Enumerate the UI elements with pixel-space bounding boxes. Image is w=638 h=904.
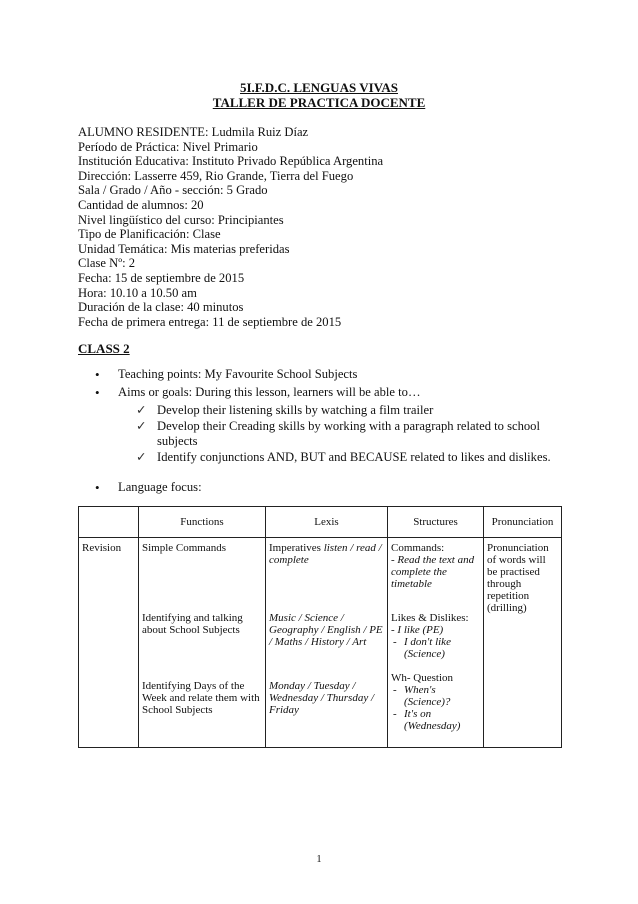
structures-cell: Commands: - Read the text and complete the timetable Likes & Dislikes: - I like (PE) - I don't like (Science) Wh- Question - When's (Science)? - It's on (Wednesday) — [388, 538, 484, 748]
table-header: Lexis — [266, 507, 388, 538]
bullet-icon: • — [95, 385, 100, 400]
checkmark-icon: ✓ — [136, 419, 147, 433]
functions-cell: Simple Commands Identifying and talking about School Subjects Identifying Days of the Week and relate them with School Subjects — [139, 538, 266, 748]
checkmark-icon: ✓ — [136, 450, 147, 464]
aim-item: ✓ Develop their listening skills by watching a film trailer — [136, 403, 434, 417]
info-line: Fecha de primera entrega: 11 de septiembre de 2015 — [78, 314, 342, 329]
aim-item: ✓ Develop their Creading skills by working with a paragraph related to school subjects — [136, 419, 540, 448]
header-workshop: TALLER DE PRACTICA DOCENTE — [212, 95, 426, 110]
row-label: Revision — [79, 538, 139, 748]
bullet-teaching-points: • Teaching points: My Favourite School Subjects — [95, 367, 358, 382]
info-line: Clase Nº: 2 — [78, 256, 136, 271]
checkmark-icon: ✓ — [136, 403, 147, 417]
table-header — [79, 507, 139, 538]
table-row — [79, 538, 562, 748]
table-header: Pronunciation — [484, 507, 562, 538]
lexis-cell: Imperatives listen / read / complete Music / Science / Geography / English / PE / Maths / History / Art Monday / Tuesday / Wednesday / Thursday / Friday — [266, 538, 388, 748]
student-info-block — [78, 125, 383, 329]
header-institution: 5I.F.D.C. LENGUAS VIVAS — [240, 80, 398, 95]
info-line: Dirección: Lasserre 459, Rio Grande, Tierra del Fuego — [78, 168, 354, 183]
info-line: Duración de la clase: 40 minutos — [78, 300, 244, 315]
class-title: CLASS 2 — [78, 341, 130, 356]
dash-marker: - — [393, 684, 397, 696]
dash-marker: - — [393, 708, 397, 720]
table-header: Structures — [388, 507, 484, 538]
info-line: Cantidad de alumnos: 20 — [78, 197, 204, 212]
bullet-icon: • — [95, 480, 100, 495]
info-line: Período de Práctica: Nivel Primario — [78, 139, 258, 154]
language-focus-table — [78, 506, 562, 748]
info-line: ALUMNO RESIDENTE: Ludmila Ruiz Díaz — [78, 125, 309, 139]
table-header-row — [79, 507, 562, 538]
pronunciation-cell: Pronunciation of words will be practised through repetition (drilling) — [484, 538, 562, 748]
info-line: Tipo de Planificación: Clase — [78, 227, 221, 242]
page-number: 1 — [316, 854, 322, 865]
aim-item: ✓ Identify conjunctions AND, BUT and BECAUSE related to likes and dislikes. — [136, 450, 551, 464]
bullet-language-focus: • Language focus: — [95, 480, 202, 495]
info-line: Institución Educativa: Instituto Privado República Argentina — [78, 154, 384, 169]
info-line: Hora: 10.10 a 10.50 am — [78, 285, 197, 300]
table-header: Functions — [139, 507, 266, 538]
info-line: Nivel lingüístico del curso: Principiantes — [78, 212, 284, 227]
info-line: Fecha: 15 de septiembre de 2015 — [78, 270, 245, 285]
dash-marker: - — [393, 636, 397, 648]
info-line: Sala / Grado / Año - sección: 5 Grado — [78, 183, 268, 198]
info-line: Unidad Temática: Mis materias preferidas — [78, 241, 290, 256]
bullet-icon: • — [95, 367, 100, 382]
bullet-aims: • Aims or goals: During this lesson, learners will be able to… — [95, 385, 421, 400]
